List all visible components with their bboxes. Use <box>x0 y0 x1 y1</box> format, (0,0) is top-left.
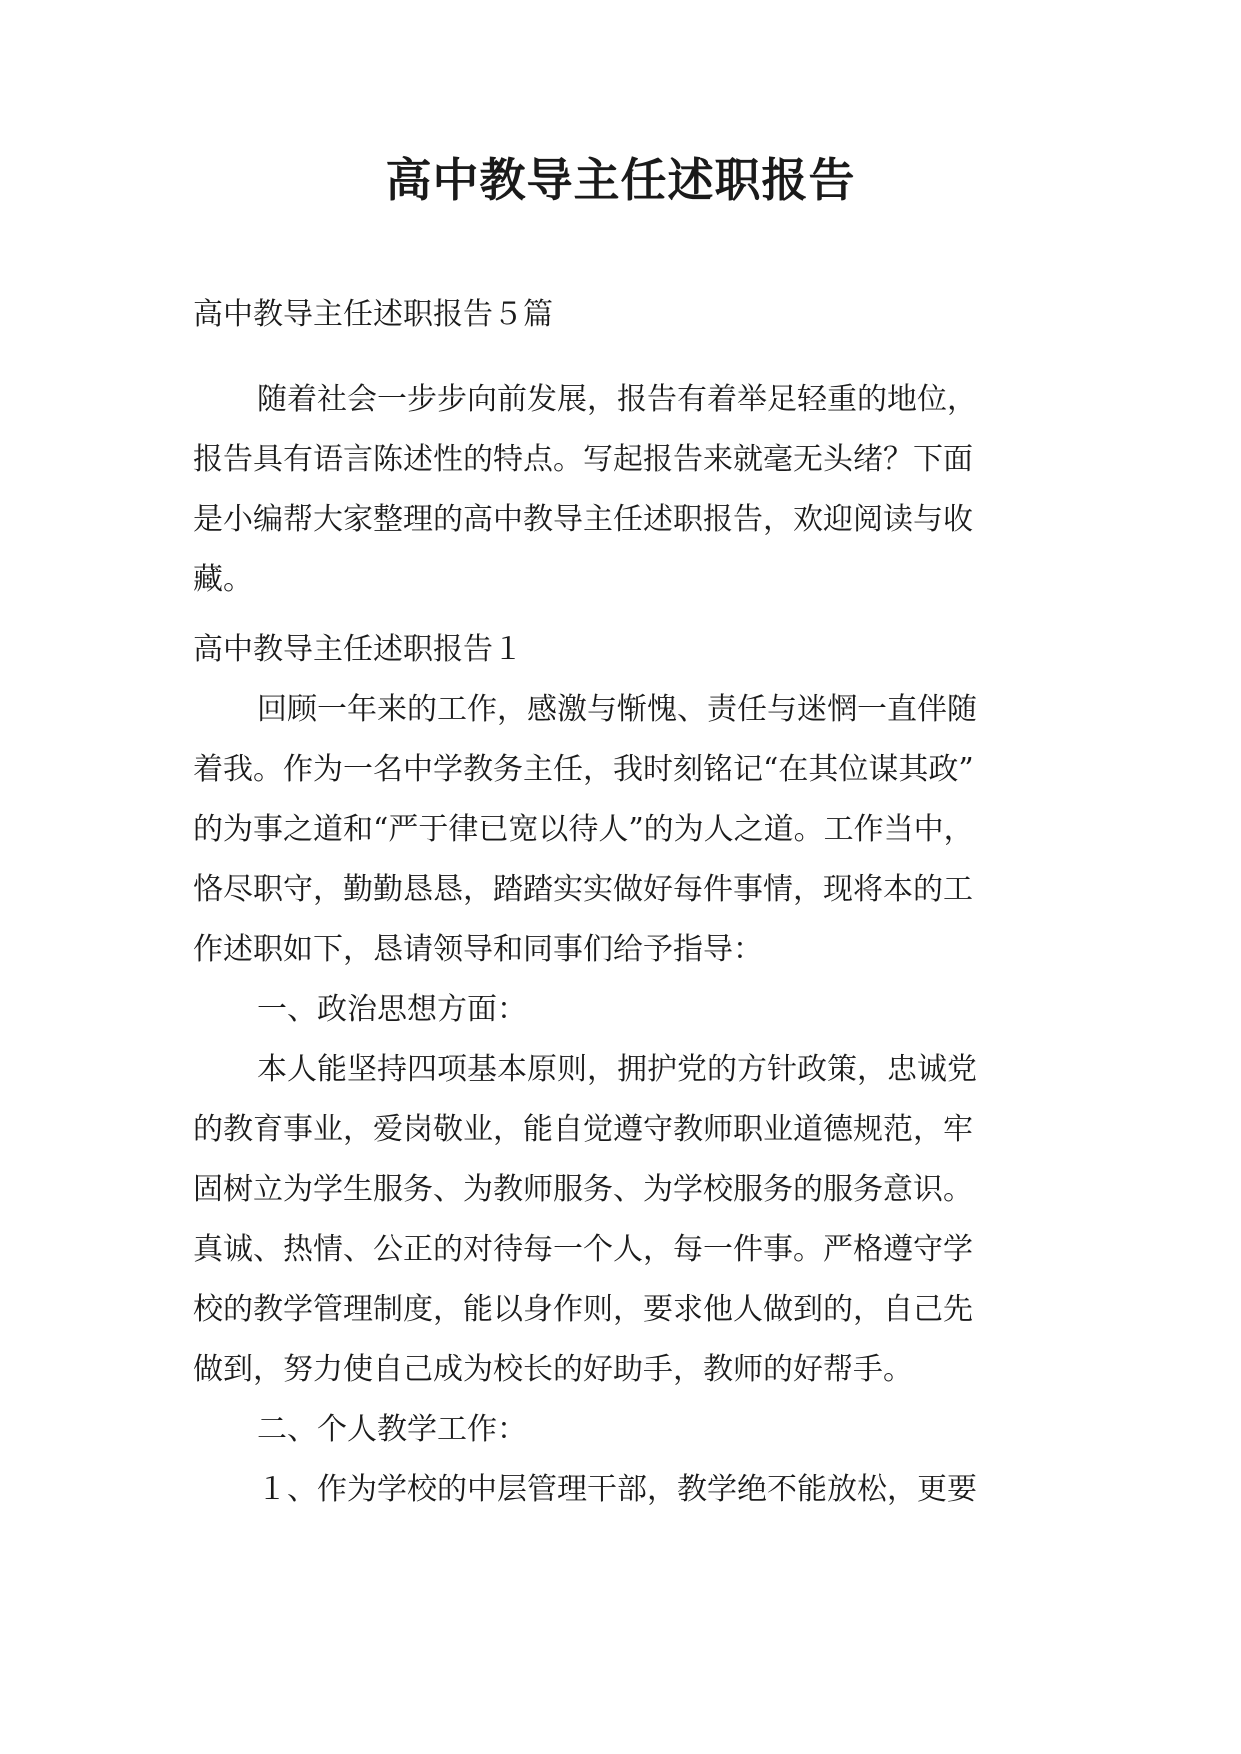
document-subtitle: 高中教导主任述职报告５篇 <box>193 297 553 332</box>
intro-line: 是小编帮大家整理的高中教导主任述职报告，欢迎阅读与收 <box>193 502 973 537</box>
body-heading: 二、个人教学工作： <box>257 1412 527 1447</box>
body-line: １、作为学校的中层管理干部，教学绝不能放松，更要 <box>257 1472 977 1507</box>
body-line: 固树立为学生服务、为教师服务、为学校服务的服务意识。 <box>193 1172 973 1207</box>
body-line: 真诚、热情、公正的对待每一个人，每一件事。严格遵守学 <box>193 1232 973 1267</box>
intro-paragraph <box>193 370 1073 610</box>
section-1 <box>193 620 1073 1520</box>
body-line: 回顾一年来的工作，感激与惭愧、责任与迷惘一直伴随 <box>257 692 977 727</box>
document-title: 高中教导主任述职报告 <box>385 153 856 207</box>
body-heading: 一、政治思想方面： <box>257 992 527 1027</box>
intro-line: 藏。 <box>193 562 253 597</box>
body-line: 做到，努力使自己成为校长的好助手，教师的好帮手。 <box>193 1352 913 1387</box>
body-line: 作述职如下，恳请领导和同事们给予指导： <box>193 932 763 967</box>
body-line: 着我。作为一名中学教务主任，我时刻铭记“在其位谋其政” <box>193 752 974 787</box>
intro-line: 随着社会一步步向前发展，报告有着举足轻重的地位， <box>257 382 977 417</box>
section-heading: 高中教导主任述职报告１ <box>193 632 523 667</box>
body-line: 校的教学管理制度，能以身作则，要求他人做到的，自己先 <box>193 1292 973 1327</box>
body-line: 的为事之道和“严于律已宽以待人”的为人之道。工作当中， <box>193 812 974 847</box>
body-line: 恪尽职守，勤勤恳恳，踏踏实实做好每件事情，现将本的工 <box>193 872 973 907</box>
intro-line: 报告具有语言陈述性的特点。写起报告来就毫无头绪？下面 <box>193 442 973 477</box>
body-line: 本人能坚持四项基本原则，拥护党的方针政策，忠诚党 <box>257 1052 977 1087</box>
body-line: 的教育事业，爱岗敬业，能自觉遵守教师职业道德规范，牢 <box>193 1112 973 1147</box>
